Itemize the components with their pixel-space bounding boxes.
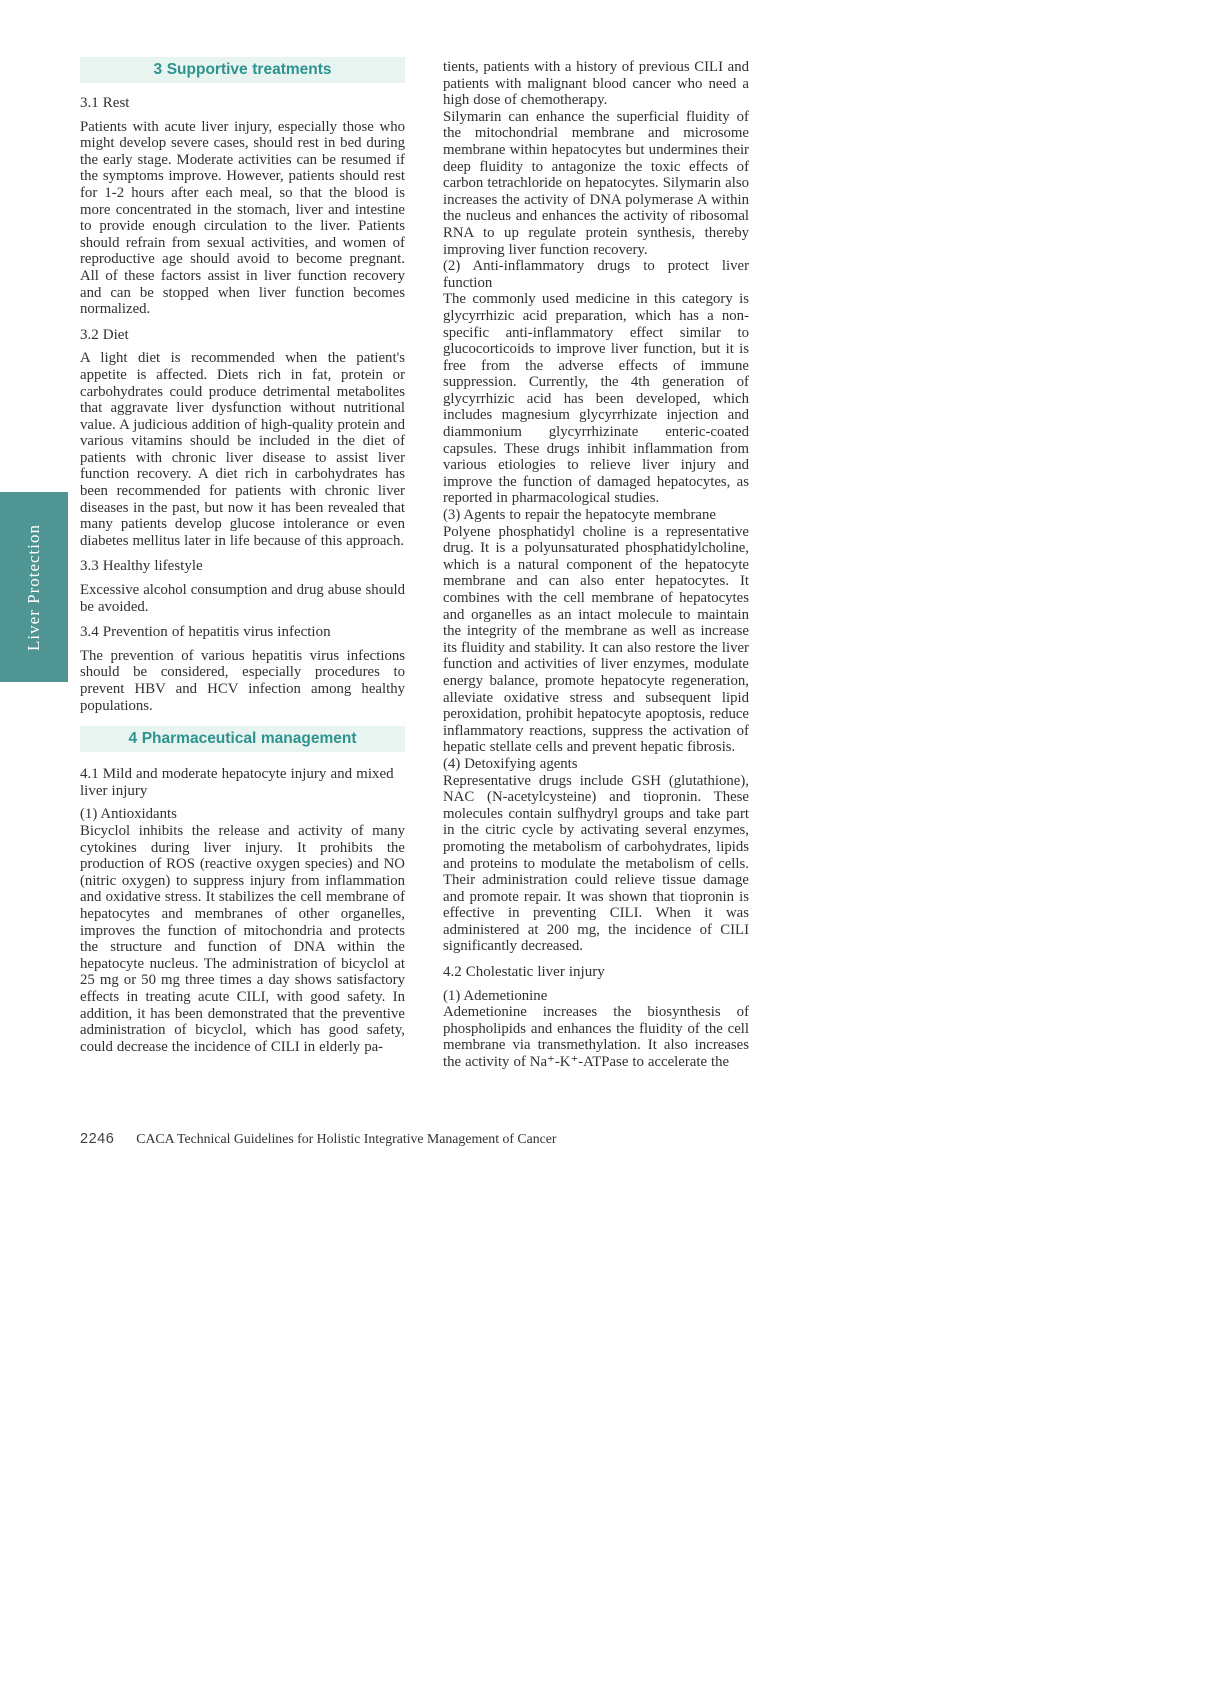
list-item-heading: (4) Detoxifying agents: [443, 755, 578, 772]
list-item-heading: (1) Antioxidants: [80, 806, 177, 823]
text-column-right: [443, 59, 749, 1071]
subsection-heading: 3.2 Diet: [80, 326, 129, 343]
paragraph: The commonly used medicine in this category is glycyrrhizic acid preparation, which has a non-specific anti-inflammatory effect similar to glucocorticoids to improve liver function, but it is free from the adverse effects of immune suppression. Currently, the 4th generation of glycyrrhizic acid has been developed, which includes magnesium glycyrrhizate injection and diammonium glycyrrhizinate enteric-coated capsules. These drugs inhibit inflammation from various etiologies to relieve liver injury and improve the function of damaged hepatocytes, as reported in pharmacological studies.: [443, 291, 749, 507]
page-number: 2246: [80, 1131, 115, 1147]
chapter-side-tab-label: Liver Protection: [24, 523, 43, 651]
text-column-left: [80, 57, 405, 1055]
subsection-heading: 4.1 Mild and moderate hepatocyte injury and mixed liver injury: [80, 766, 394, 799]
list-item-heading: (3) Agents to repair the hepatocyte membrane: [443, 507, 716, 524]
running-title: CACA Technical Guidelines for Holistic Integrative Management of Cancer: [136, 1131, 557, 1146]
paragraph: Excessive alcohol consumption and drug abuse should be avoided.: [80, 582, 405, 615]
paragraph: tients, patients with a history of previous CILI and patients with malignant blood cancer who need a high dose of chemotherapy.: [443, 59, 749, 109]
paragraph: Silymarin can enhance the superficial fluidity of the mitochondrial membrane and microsome membrane within hepatocytes but undermines their deep fluidity to antagonize the toxic effects of carbon tetrachloride on hepatocytes. Silymarin also increases the activity of DNA polymerase A within the nucleus and enhances the activity of ribosomal RNA to up regulate protein synthesis, thereby improving liver function recovery.: [443, 108, 749, 258]
paragraph: Ademetionine increases the biosynthesis of phospholipids and enhances the fluidity of the cell membrane via transmethylation. It also increases the activity of Na⁺-K⁺-ATPase to accelerate the: [443, 1004, 749, 1071]
page-footer: [80, 1131, 980, 1147]
subsection-heading: 3.1 Rest: [80, 95, 130, 111]
paragraph: The prevention of various hepatitis virus infections should be considered, especially procedures to prevent HBV and HCV infection among healthy populations.: [80, 647, 405, 714]
section-heading-bar: 3 Supportive treatments: [80, 57, 405, 83]
paragraph: Bicyclol inhibits the release and activity of many cytokines during liver injury. It prohibits the production of ROS (reactive oxygen species) and NO (nitric oxygen) to suppress injury from inflammation and oxidative stress. It stabilizes the cell membrane of hepatocytes and membranes of other organelles, improves the function of mitochondria and protects the structure and function of DNA within the hepatocyte nucleus. The administration of bicyclol at 25 mg or 50 mg three times a day shows satisfactory effects in treating acute CILI, with good safety. In addition, it has been demonstrated that the preventive administration of bicyclol, which has good safety, could decrease the incidence of CILI in elderly pa-: [80, 822, 405, 1055]
paragraph: Polyene phosphatidyl choline is a representative drug. It is a polyunsaturated phosphatidylcholine, which is a natural component of the hepatocyte membrane and can also enter hepatocytes. It combines with the cell membrane of hepatocytes and organelles as an intact molecule to maintain the integrity of the membrane as well as increase its fluidity and stability. It can also restore the liver function and activities of liver enzymes, modulate energy balance, promote hepatocyte regeneration, alleviate oxidative stress and subsequent lipid peroxidation, prohibit hepatocyte apoptosis, reduce inflammatory reactions, suppress the activation of hepatic stellate cells and prevent hepatic fibrosis.: [443, 523, 749, 756]
subsection-heading: 3.3 Healthy lifestyle: [80, 558, 203, 575]
list-item-heading: (1) Ademetionine: [443, 987, 548, 1004]
subsection-heading: 4.2 Cholestatic liver injury: [443, 964, 605, 981]
paragraph: Representative drugs include GSH (glutathione), NAC (N-acetylcysteine) and tiopronin. These molecules contain sulfhydryl groups and take part in the citric cycle by activating several enzymes, promoting the metabolism of carbohydrates, lipids and proteins to modulate the metabolism of cells. Their administration could relieve tissue damage and promote repair. It was shown that tiopronin is effective in preventing CILI. When it was administered at 200 mg, the incidence of CILI significantly decreased.: [443, 772, 749, 955]
paragraph: A light diet is recommended when the patient's appetite is affected. Diets rich in fat, protein or carbohydrates could produce detrimental metabolites that aggravate liver dysfunction without nutritional value. A judicious addition of high-quality protein and various vitamins should be included in the diet of patients with chronic liver disease to assist liver function recovery. A diet rich in carbohydrates has been recommended for patients with chronic liver diseases in the past, but now it has been revealed that many patients develop glucose intolerance or even diabetes mellitus later in life because of this approach.: [80, 350, 405, 549]
list-item-heading: (2) Anti-inflammatory drugs to protect liver function: [443, 258, 749, 291]
subsection-heading: 3.4 Prevention of hepatitis virus infection: [80, 624, 331, 641]
chapter-side-tab: [0, 492, 68, 682]
section-heading-bar: 4 Pharmaceutical management: [80, 726, 405, 752]
paragraph: Patients with acute liver injury, especially those who might develop severe cases, should rest in bed during the early stage. Moderate activities can be resumed if the symptoms improve. However, patients should rest for 1-2 hours after each meal, so that the blood is more concentrated in the stomach, liver and intestine to provide enough circulation to the liver. Patients should refrain from sexual activities, and women of reproductive age should avoid to become pregnant. All of these factors assist in liver function recovery and can be stopped when liver function becomes normalized.: [80, 118, 405, 318]
